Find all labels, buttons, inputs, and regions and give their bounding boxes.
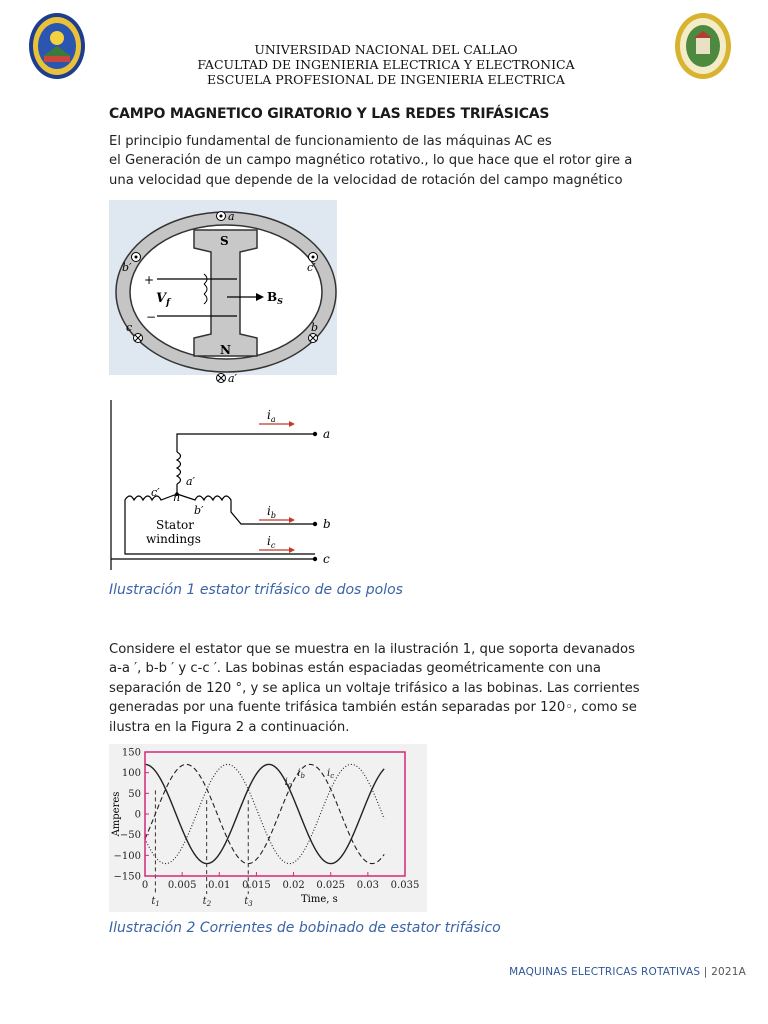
paragraph-line: el Generación de un campo magnético rotativo., lo que hace que el rotor gire a: [109, 153, 633, 169]
time-marker-label: $t_1$: [151, 896, 160, 908]
node-b-prime-label: b′: [194, 504, 204, 517]
x-tick-label: 0.03: [356, 880, 379, 891]
stator-paragraph: [109, 640, 659, 737]
paragraph-line: a-a ′, b-b ′ y c-c ′. Las bobinas están espaciadas geométricamente con una: [109, 661, 601, 677]
coil-b-cross-icon: [309, 334, 318, 343]
document-header: [130, 42, 642, 87]
coil-b-prime-dot-icon: [132, 253, 141, 262]
x-tick-label: 0.015: [242, 880, 271, 891]
page-footer: [509, 966, 746, 978]
paragraph-line: separación de 120 °, y se aplica un voltaje trifásico a las bobinas. Las corrientes: [109, 680, 640, 696]
y-tick-label: 150: [121, 747, 141, 759]
y-tick-label: −50: [119, 830, 141, 842]
paragraph-line: El principio fundamental de funcionamiento de las máquinas AC es: [109, 134, 552, 149]
footer-course: MAQUINAS ELECTRICAS ROTATIVAS: [509, 966, 701, 978]
paragraph-line: Considere el estator que se muestra en la ilustración 1, que soporta devanados: [109, 642, 635, 657]
time-marker-label: $t_3$: [244, 896, 253, 908]
plus-label: +: [144, 273, 155, 287]
x-axis-label: Time, s: [301, 894, 338, 905]
y-axis-label: Amperes: [111, 791, 122, 837]
y-tick-label: −100: [113, 850, 141, 862]
coil-b-label: b: [311, 321, 319, 334]
rotor-south-label: S: [220, 234, 229, 248]
x-tick-label: 0.01: [208, 880, 231, 891]
coil-c-label: c: [126, 321, 133, 334]
x-tick-label: 0.005: [167, 880, 197, 891]
faculty-seal-icon: [674, 12, 732, 80]
current-ia-label: $i_a$: [267, 408, 276, 424]
coil-a-prime-cross-icon: [217, 374, 226, 383]
node-a-prime-label: a′: [186, 475, 196, 488]
minus-label: −: [146, 310, 157, 324]
neutral-node-label: n: [173, 491, 181, 504]
current-ib-label: $i_b$: [267, 504, 276, 520]
footer-separator: |: [703, 966, 708, 978]
school-name: ESCUELA PROFESIONAL DE INGENIERIA ELECTRICA: [207, 72, 565, 87]
y-tick-label: 50: [128, 788, 141, 800]
paragraph-line: generadas por una fuente trifásica también están separadas por 120◦, como se: [109, 700, 637, 716]
field-voltage-label: $V_f$: [156, 291, 170, 308]
intro-paragraph: [109, 132, 659, 190]
currents-chart: [109, 744, 427, 912]
figure1-caption: Ilustración 1 estator trifásico de dos polos: [109, 582, 403, 598]
x-tick-label: 0: [141, 880, 149, 891]
rotor-north-label: N: [220, 343, 231, 357]
y-tick-label: 100: [121, 768, 141, 780]
stator-field-label: $B_S$: [267, 290, 283, 306]
section-title: CAMPO MAGNETICO GIRATORIO Y LAS REDES TRIFÁSICAS: [109, 106, 550, 122]
series-label-i_b: $i_b$: [297, 767, 305, 780]
terminal-a-label: a: [323, 427, 331, 441]
footer-year: 2021A: [711, 966, 746, 978]
terminal-b-label: b: [323, 517, 331, 531]
x-tick-label: 0.02: [282, 880, 305, 891]
coil-b-prime-label: b′: [122, 261, 132, 274]
coil-a-label: a: [228, 210, 235, 223]
paragraph-line: una velocidad que depende de la velocidad de rotación del campo magnético: [109, 172, 623, 188]
node-c-prime-label: c′: [151, 486, 160, 499]
university-seal-icon: [28, 12, 86, 80]
series-label-i_c: $i_c$: [327, 767, 335, 780]
coil-c-prime-label: c′: [307, 261, 316, 274]
coil-c-cross-icon: [134, 334, 143, 343]
coil-a-dot-icon: [217, 212, 226, 221]
y-tick-label: −150: [113, 871, 141, 883]
x-tick-label: 0.025: [316, 880, 346, 891]
terminal-c-label: c: [323, 552, 330, 566]
time-marker-label: $t_2$: [202, 896, 212, 908]
faculty-name: FACULTAD DE INGENIERIA ELECTRICA Y ELECTRONICA: [197, 57, 575, 72]
figure2-caption: Ilustración 2 Corrientes de bobinado de estator trifásico: [109, 920, 501, 936]
stator-label-line2: windings: [146, 532, 201, 546]
university-name: UNIVERSIDAD NACIONAL DEL CALLAO: [254, 42, 518, 57]
current-ic-label: $i_c$: [267, 534, 276, 550]
stator-label-line1: Stator: [156, 518, 194, 532]
paragraph-line: ilustra en la Figura 2 a continuación.: [109, 719, 350, 735]
x-tick-label: 0.035: [390, 880, 420, 891]
coil-a-prime-label: a′: [228, 372, 238, 385]
y-tick-label: 0: [134, 809, 141, 821]
stator-figure: [109, 200, 337, 570]
series-label-i_a: $i_a$: [284, 777, 293, 790]
